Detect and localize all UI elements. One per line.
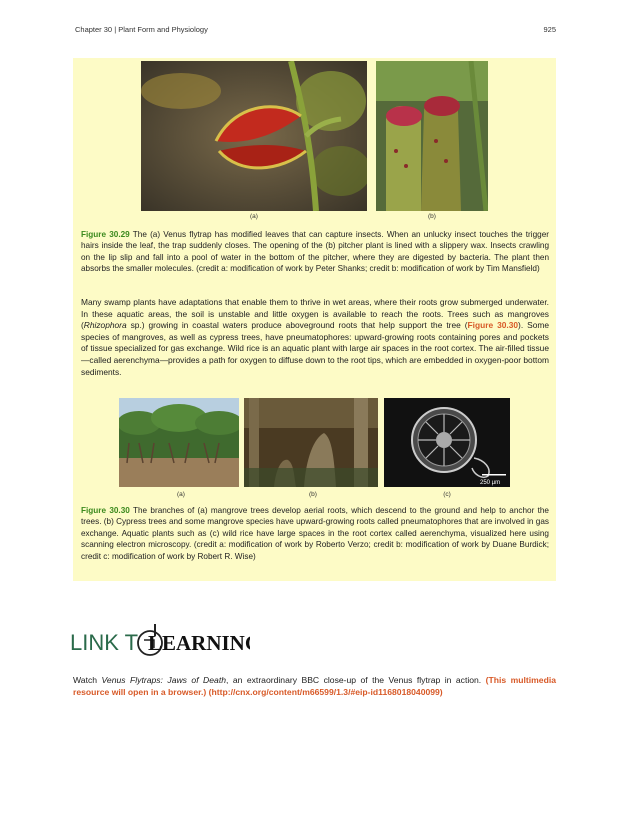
description-text: , an extraordinary BBC close-up of the Venus flytrap in action. bbox=[226, 675, 486, 685]
subfigure-label-a: (a) bbox=[177, 491, 185, 498]
logo-text-learning: LEARNING bbox=[148, 631, 250, 655]
figure-label: Figure 30.29 bbox=[81, 230, 130, 239]
pitcher-plant-photo bbox=[376, 61, 488, 211]
subfigure-label-b: (b) bbox=[309, 491, 317, 498]
body-text: sp.) growing in coastal waters produce aboveground roots that help support the tree ( bbox=[126, 320, 468, 331]
figure-30-30-caption bbox=[81, 505, 549, 562]
multimedia-link[interactable]: (This multimedia resource will open in a browser.) (http://cnx.org/content/m66599/1.3/#eip-id1168018040099) bbox=[73, 675, 557, 697]
cypress-knees-photo bbox=[244, 398, 378, 487]
watch-text: Watch bbox=[73, 675, 102, 685]
figure-reference-link[interactable]: Figure 30.30 bbox=[467, 320, 519, 331]
link-to-learning-text bbox=[73, 675, 556, 699]
body-text: Many swamp plants have adaptations that enable them to thrive in wet areas, where their roots grow submerged underwater. In these aquatic areas, the soil is unstable and little oxygen is available to reach the roots. Trees such as mangroves ( bbox=[81, 297, 549, 331]
scale-bar-label: 250 µm bbox=[480, 480, 501, 486]
aerenchyma-micrograph bbox=[384, 398, 510, 487]
link-to-learning-logo bbox=[70, 618, 250, 668]
body-text: ). Some species of mangroves, as well as cypress trees, have pneumatophores: upward-growing roots containing pores and pockets of tissue specialized for gas exchange. Wild rice is an aquatic plant with large air spaces in the root cortex. The air-filled tissue—called aerenchyma—provides a path for oxygen to diffuse down to the root tips, which are embedded in oxygen-poor bottom sediments. bbox=[81, 320, 549, 377]
subfigure-label-b: (b) bbox=[428, 213, 436, 220]
mangrove-photo bbox=[119, 398, 239, 487]
body-paragraph bbox=[81, 297, 549, 378]
figure-panel bbox=[73, 58, 556, 581]
running-header: Chapter 30 | Plant Form and Physiology bbox=[75, 25, 208, 34]
species-name: Rhizophora bbox=[83, 320, 127, 331]
venus-flytrap-photo bbox=[141, 61, 367, 211]
figure-30-29 bbox=[141, 61, 488, 221]
page-number: 925 bbox=[543, 25, 556, 34]
caption-text: The branches of (a) mangrove trees develop aerial roots, which descend to the ground and help to anchor the trees. (b) Cypress trees and some mangrove species have upward-growing roots called pneumatophores that are involved in gas exchange. Aquatic plants such as (c) wild rice have large spaces in the root cortex called aerenchyma, visualized here using scanning electron microscopy. (credit a: modification of work by Roberto Verzo; credit b: modification of work by Duane Burdick; credit c: modification of work by Robert R. Wise) bbox=[81, 506, 549, 561]
logo-text-link-to: LINK T bbox=[70, 630, 139, 655]
subfigure-label-a: (a) bbox=[250, 213, 258, 220]
subfigure-label-c: (c) bbox=[443, 491, 451, 498]
caption-text: The (a) Venus flytrap has modified leaves that can capture insects. When an unlucky insect touches the trigger hairs inside the leaf, the trap suddenly closes. The opening of the (b) pitcher plant is lined with a slippery wax. Insects crawling on the lip slip and fall into a pool of water in the bottom of the pitcher, where they are digested by bacteria. The plant then absorbs the smaller molecules. (credit a: modification of work by Peter Shanks; credit b: modification of work by Tim Mansfield) bbox=[81, 230, 549, 274]
figure-30-30 bbox=[119, 398, 511, 498]
video-title: Venus Flytraps: Jaws of Death bbox=[101, 675, 226, 685]
figure-30-29-caption bbox=[81, 229, 549, 275]
figure-label: Figure 30.30 bbox=[81, 506, 130, 515]
